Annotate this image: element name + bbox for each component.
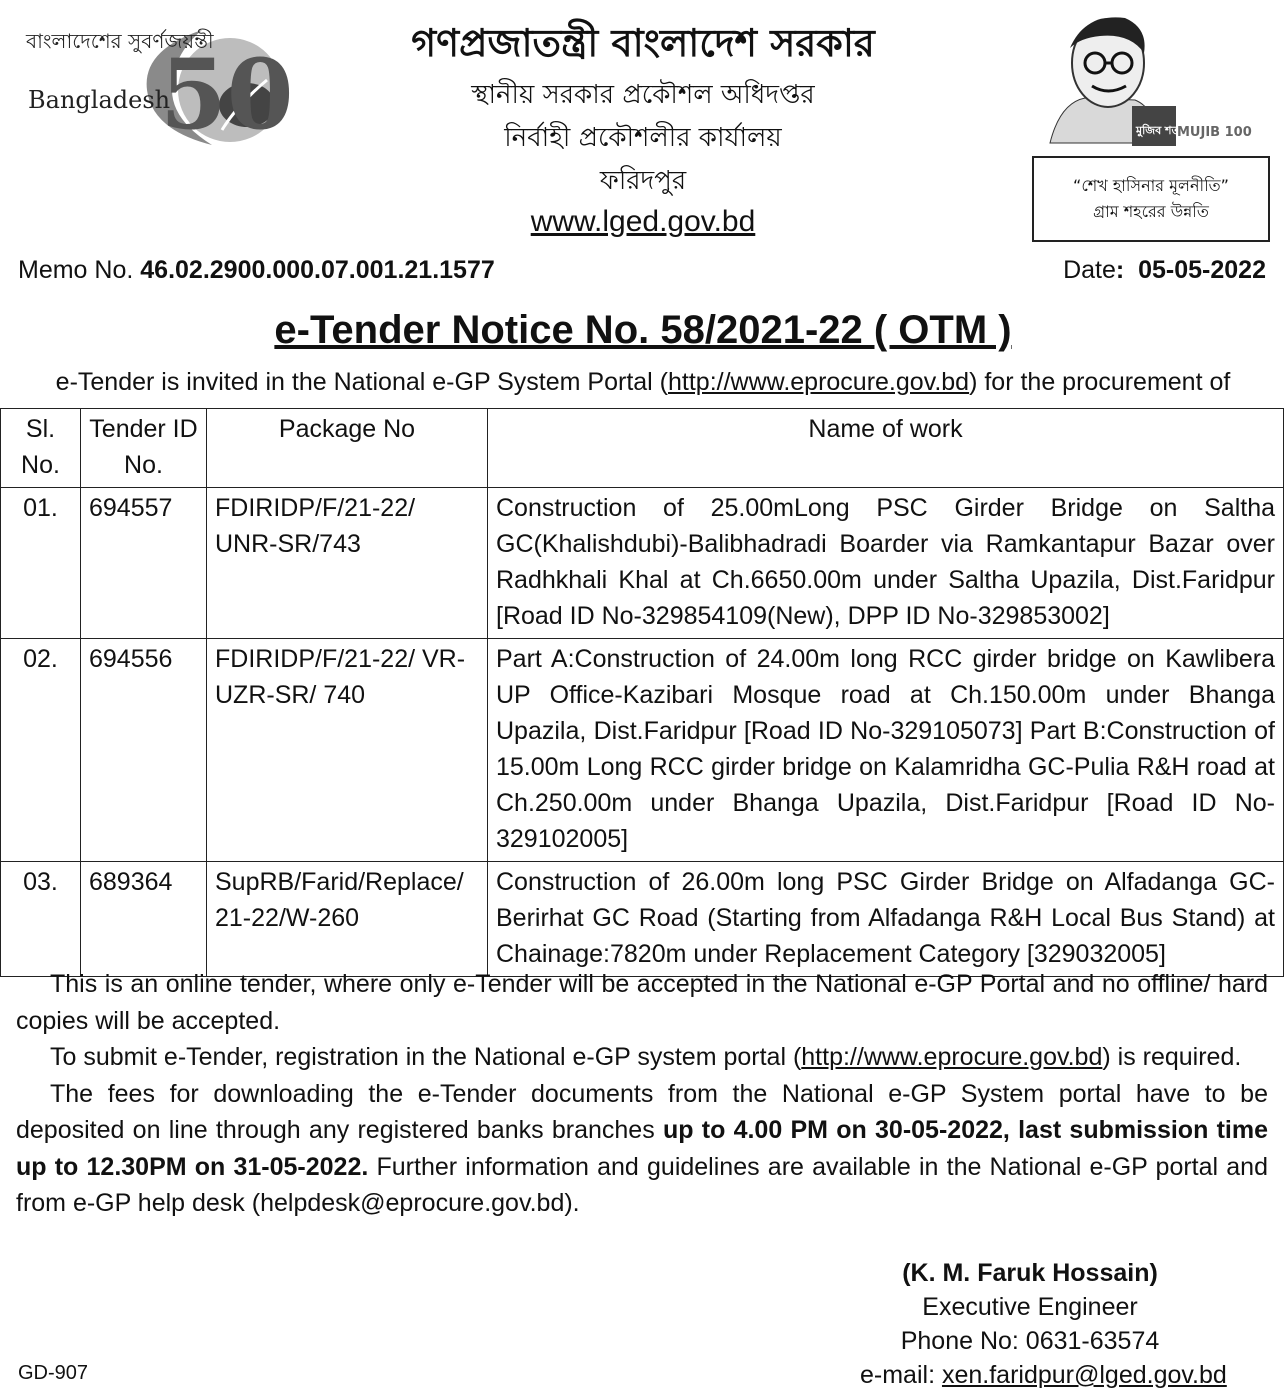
- cell-sl: 01.: [1, 488, 81, 639]
- registration-text: To submit e-Tender, registration in the National e-GP system portal (: [50, 1043, 802, 1071]
- table-row: [1, 488, 1284, 639]
- cell-tender-id: 694556: [81, 639, 207, 862]
- email-label: e-mail:: [860, 1361, 942, 1389]
- registration-text-end: ) is required.: [1102, 1043, 1242, 1071]
- cell-sl: 03.: [1, 862, 81, 977]
- cell-tender-id: 689364: [81, 862, 207, 977]
- department-name: স্থানীয় সরকার প্রকৌশল অধিদপ্তর: [471, 80, 815, 110]
- signatory-phone: Phone No: 0631-63574: [900, 1327, 1160, 1355]
- fees-text-end: Further information and guidelines are available in the National e-GP portal and from e-GP help desk (helpdesk@eprocure.gov.bd).: [16, 1152, 1268, 1217]
- cell-work: Construction of 26.00m long PSC Girder Bridge on Alfadanga GC-Berirhat GC Road (Starting from Alfadanga R&H Local Bus Stand) at Chainage:7820m under Replacement Category [329032005]: [488, 862, 1284, 977]
- eprocure-link[interactable]: http://www.eprocure.gov.bd: [668, 368, 970, 396]
- paragraph-registration: [16, 1039, 1268, 1076]
- memo-number: 46.02.2900.000.07.001.21.1577: [140, 256, 495, 284]
- mujib-100-text: MUJIB 100: [1177, 125, 1252, 140]
- website-link-container: [330, 205, 956, 239]
- signatory-designation: Executive Engineer: [922, 1293, 1138, 1321]
- intro-line: [0, 368, 1286, 397]
- header-tender-id: Tender ID No.: [81, 409, 207, 488]
- mujib-centenary-logo: [1040, 8, 1252, 150]
- intro-text-before: e-Tender is invited in the National e-GP System Portal (: [55, 368, 668, 396]
- jubilee-country-text: Bangladesh: [28, 86, 171, 114]
- office-name: নির্বাহী প্রকৌশলীর কার্যালয়: [504, 123, 782, 153]
- golden-jubilee-logo: [22, 10, 294, 151]
- footer-code: GD-907: [18, 1362, 89, 1384]
- slogan-line-2: গ্রাম শহরের উন্নতি: [1093, 202, 1209, 221]
- paragraph-fees: [16, 1076, 1268, 1222]
- table-row: [1, 639, 1284, 862]
- website-link[interactable]: www.lged.gov.bd: [530, 205, 756, 238]
- table-row: [1, 862, 1284, 977]
- table-header-row: [1, 409, 1284, 488]
- registration-link[interactable]: http://www.eprocure.gov.bd: [801, 1043, 1103, 1071]
- notice-title-container: [0, 308, 1286, 353]
- intro-text-after: ) for the procurement of: [969, 368, 1231, 396]
- slogan-box: [1032, 156, 1270, 242]
- district-name: ফরিদপুর: [599, 166, 687, 196]
- mujib-bangla-text: মুজিব শতবর্ষ: [1136, 124, 1192, 137]
- header-package: Package No: [207, 409, 488, 488]
- date-label: Date: [1063, 256, 1116, 284]
- header-work: Name of work: [488, 409, 1284, 488]
- memo-label: Memo No.: [18, 256, 134, 284]
- signatory-email-line: [860, 1358, 1227, 1392]
- cell-work: Part A:Construction of 24.00m long RCC girder bridge on Kawlibera UP Office-Kazibari Mosque road at Ch.150.00m under Bhanga Upazila, Dist.Faridpur [Road ID No-329105073] Part B:Construction of 15.00m Long RCC girder bridge on Kalamridha GC-Pulia R&H road at Ch.250.00m under Bhanga Upazila, Dist.Faridpur [Road ID No-329102005]: [488, 639, 1284, 862]
- jubilee-bangla-text: বাংলাদেশের সুবর্ণজয়ন্তী: [26, 29, 214, 53]
- paragraph-online-tender: This is an online tender, where only e-Tender will be accepted in the National e-GP Portal and no offline/ hard copies will be accepted.: [16, 970, 1268, 1035]
- government-name: গণপ্রজাতন্ত্রী বাংলাদেশ সরকার: [411, 20, 875, 65]
- cell-tender-id: 694557: [81, 488, 207, 639]
- cell-package: FDIRIDP/F/21-22/ UNR-SR/743: [207, 488, 488, 639]
- header-sl: Sl. No.: [1, 409, 81, 488]
- tender-table: [0, 408, 1284, 977]
- fees-text: The fees for downloading the e-Tender documents from the National e-GP System portal have to be deposited on line through any registered banks branches: [16, 1079, 1268, 1144]
- notice-title: e-Tender Notice No. 58/2021-22 ( OTM ): [274, 308, 1012, 352]
- signatory-email-link[interactable]: xen.faridpur@lged.gov.bd: [941, 1361, 1227, 1389]
- jubilee-number: 50: [160, 38, 294, 151]
- cell-work: Construction of 25.00mLong PSC Girder Bridge on Saltha GC(Khalishdubi)-Balibhadradi Boarder via Ramkantapur Bazar over Radhkhali Khal at Ch.6650.00m under Saltha Upazila, Dist.Faridpur [Road ID No-329854109(New), DPP ID No-329853002]: [488, 488, 1284, 639]
- date-value: 05-05-2022: [1138, 256, 1266, 284]
- memo-line: [18, 256, 495, 285]
- cell-package: SupRB/Farid/Replace/ 21-22/W-260: [207, 862, 488, 977]
- deadline-text: up to 4.00 PM on 30-05-2022, last submission time up to 12.30PM on 31-05-2022.: [16, 1116, 1268, 1181]
- slogan-line-1: “শেখ হাসিনার মূলনীতি”: [1073, 176, 1229, 195]
- notice-body: [16, 966, 1268, 1222]
- cell-sl: 02.: [1, 639, 81, 862]
- signature-block: [860, 1256, 1227, 1392]
- cell-package: FDIRIDP/F/21-22/ VR-UZR-SR/ 740: [207, 639, 488, 862]
- signatory-name: (K. M. Faruk Hossain): [902, 1259, 1158, 1287]
- date-line: Date: 05-05-2022: [1063, 256, 1266, 284]
